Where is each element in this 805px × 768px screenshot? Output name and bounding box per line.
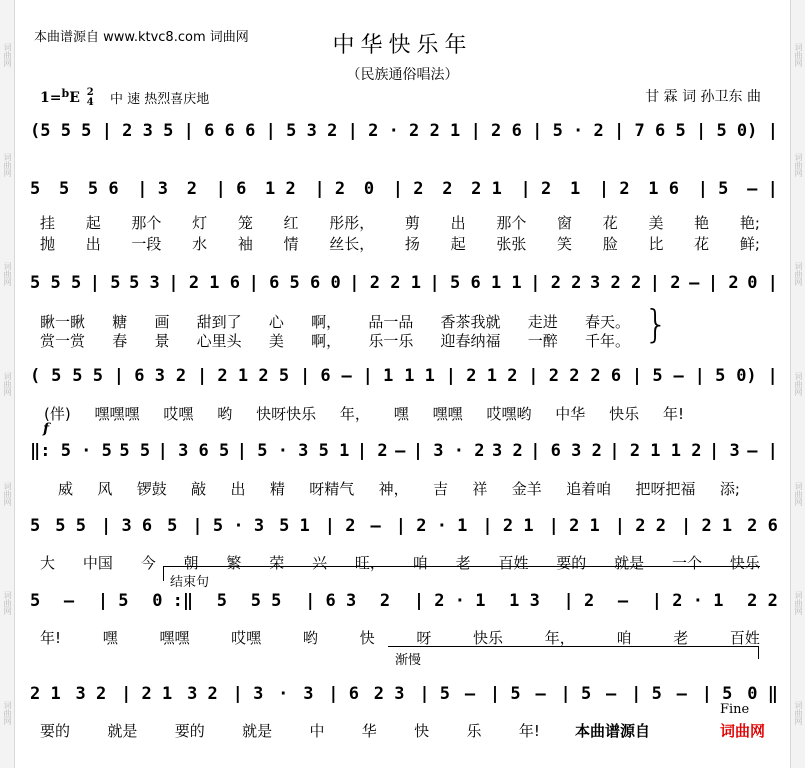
lyric-word: 抛 (40, 235, 56, 253)
note-group: — (673, 366, 684, 386)
lyric-word: 花 (602, 214, 618, 232)
lyric-word: 就是 (242, 722, 273, 740)
lyric-word: 嘿嘿嘿 (94, 405, 140, 423)
note-group: | 6 (215, 179, 247, 199)
note-group: 2 1 (471, 179, 502, 199)
lyric-word: 一段 (131, 235, 162, 253)
note-group: | 6 (328, 684, 359, 704)
note-group: 2 (442, 179, 453, 199)
lyric-word: 荣 (269, 554, 285, 572)
lyric-line-3b (40, 330, 630, 348)
lyric-word: 迎春纳福 (440, 332, 501, 350)
lyric-word: 追着咱 (566, 480, 612, 498)
note-group: — (63, 591, 75, 611)
lyric-word: 年! (518, 722, 540, 740)
lyric-word: 中 (309, 722, 325, 740)
lyric-word: 要的 (556, 554, 587, 572)
repeat-brace: } (644, 302, 669, 346)
note-group: — (676, 684, 687, 704)
note-group: 2 (327, 121, 338, 141)
lyric-word: 起 (450, 235, 466, 253)
lyric-word: 添; (719, 480, 740, 498)
note-group: 5 (167, 516, 178, 536)
lyric-word: 袖 (237, 235, 253, 253)
note-group: | 5 (97, 591, 129, 611)
note-group: | 5 (631, 684, 662, 704)
watermark-text: 词曲网 (794, 591, 803, 616)
note-group: | 6 3 (305, 591, 357, 611)
note-group: | 2 2 (530, 273, 582, 293)
lyric-word: 快乐 (473, 629, 504, 647)
note-group: | 5 (419, 684, 451, 704)
note-group: | 2 1 (121, 684, 173, 704)
note-group: 2 1 (30, 684, 61, 704)
note-group: | 2 2 (528, 366, 580, 386)
key-prefix: 1= (40, 90, 62, 106)
lyric-word: 年! (40, 629, 62, 647)
lyric-word: 品一品 (368, 313, 414, 331)
lyric-word: 快呀快乐 (256, 405, 317, 423)
lyric-word: 啊， (311, 332, 342, 350)
note-group: | 2 1 2 5 (196, 366, 290, 386)
lyric-word: 景 (154, 332, 170, 350)
note-group: 5 (216, 591, 228, 611)
notation-line-5 (30, 440, 778, 462)
lyric-word: 花 (694, 235, 710, 253)
note-group: — (617, 591, 629, 611)
watermark-text: 词曲网 (3, 481, 12, 506)
note-group: | 6 5 6 0 (248, 273, 341, 293)
lyric-word: 快乐 (609, 405, 640, 423)
lyric-word: 春 (112, 332, 128, 350)
note-group: 5 5 (72, 366, 103, 386)
note-group: | 5 3 (265, 121, 317, 141)
note-group: — | (747, 441, 778, 461)
note-group: | 3 6 5 (157, 441, 230, 461)
lyric-word: 嘿嘿 (432, 405, 463, 423)
note-group: 5 (30, 591, 41, 611)
watermark-text: 词曲网 (3, 262, 12, 287)
notation-line-4 (30, 365, 778, 387)
notation-line-3 (30, 272, 778, 294)
source-credit-top: 本曲谱源自 www.ktvc8.com 词曲网 (34, 30, 249, 45)
lyric-word: 呀 (416, 629, 432, 647)
note-group: | 5 · 3 (192, 516, 265, 536)
lyric-word: 年， (339, 405, 370, 423)
lyric-word: 出 (230, 480, 246, 498)
note-group: 1 (569, 179, 581, 199)
lyric-word: 糖 (112, 313, 128, 331)
note-group: 3 2 (75, 684, 107, 704)
note-group: 0 (363, 179, 375, 199)
lyric-word: 要的 (40, 722, 71, 740)
notation-line-2 (30, 178, 778, 200)
note-group: | 2 (356, 441, 388, 461)
note-group: | (767, 121, 778, 141)
lyric-line-3a (40, 311, 630, 329)
note-group: | 5 (631, 366, 663, 386)
note-group: — (689, 273, 700, 293)
source-credit-bottom: 本曲谱源自 (575, 722, 651, 740)
note-group: | 2 2 1 (349, 273, 421, 293)
note-group: | 2 2 (614, 516, 666, 536)
lyric-word: 呀精气 (309, 480, 355, 498)
note-group: | 2 · 1 (395, 516, 468, 536)
lyric-word: 把呀把福 (635, 480, 696, 498)
lyric-word: 扬 (404, 235, 420, 253)
lyric-word: 哎嘿 (163, 405, 194, 423)
note-group: 2 2 (747, 591, 778, 611)
note-group: 2 (379, 591, 391, 611)
note-group: | 2 · 2 (347, 121, 420, 141)
time-signature (87, 88, 94, 108)
note-group: 5 (58, 179, 70, 199)
note-group: | 3 (708, 441, 740, 461)
note-group: · (278, 684, 289, 704)
note-group: 0) (736, 366, 757, 386)
note-group: 3 2 (491, 441, 523, 461)
note-group: | 2 1 (548, 516, 600, 536)
note-group: | 6 3 (113, 366, 165, 386)
watermark-text: 词曲网 (3, 371, 12, 396)
note-group: | 2 3 5 (101, 121, 174, 141)
time-top: 2 (86, 87, 94, 98)
lyric-word: 哎嘿哟 (486, 405, 532, 423)
lyric-line-2a (40, 212, 760, 230)
ending-label: 结束句 (170, 575, 210, 590)
lyric-word: 红 (283, 214, 299, 232)
note-group: 6 6 (224, 121, 256, 141)
lyric-word: 吉 (433, 480, 449, 498)
lyric-word: 出 (450, 214, 466, 232)
lyric-word: 百姓 (498, 554, 529, 572)
time-bottom: 4 (86, 97, 94, 108)
lyric-word: 心里头 (196, 332, 242, 350)
lyric-word: 百姓 (729, 629, 760, 647)
ritardando-line (388, 646, 759, 659)
lyric-word: 窗 (557, 214, 573, 232)
lyric-word: 老 (455, 554, 471, 572)
note-group: 2 6 (747, 516, 778, 536)
note-group: | 5 (701, 684, 733, 704)
note-group: 2 (186, 179, 197, 199)
note-group: | 6 (183, 121, 215, 141)
lyric-word: 快 (414, 722, 430, 740)
left-watermark-strip (0, 0, 15, 768)
lyric-word: 笼 (237, 214, 253, 232)
lyric-word: 金羊 (511, 480, 542, 498)
lyric-word: 乐一乐 (368, 332, 414, 350)
lyric-word: 千年。 (584, 332, 630, 350)
note-group: 5 5 5 (30, 273, 82, 293)
lyric-word: 艳 (694, 214, 710, 232)
lyric-word: 瞅一瞅 (40, 313, 86, 331)
note-group: 5 (51, 366, 62, 386)
note-group: 2 (175, 366, 187, 386)
lyric-word: 那个 (131, 214, 162, 232)
note-group: | 3 (232, 684, 264, 704)
watermark-text: 词曲网 (794, 481, 803, 506)
lyric-word: 朝 (183, 554, 199, 572)
lyric-word: 春天。 (584, 313, 630, 331)
note-group: 1 1 (404, 366, 435, 386)
lyric-word: (伴) (44, 405, 71, 423)
watermark-text: 词曲网 (794, 371, 803, 396)
lyric-word: 啊， (311, 313, 342, 331)
lyric-word: 美 (648, 214, 664, 232)
note-group: 2 3 (373, 684, 405, 704)
lyric-word: 哟 (302, 629, 318, 647)
note-group: | 2 (470, 121, 502, 141)
lyric-word: 神， (378, 480, 409, 498)
note-group: 6 (511, 121, 522, 141)
note-group: 5 5 (250, 591, 282, 611)
lyric-word: 张张 (496, 235, 527, 253)
right-watermark-strip (790, 0, 805, 768)
note-group: | 5 6 1 1 (429, 273, 522, 293)
lyric-word: 咱 (616, 629, 632, 647)
note-group: 3 (303, 684, 314, 704)
note-group: — (341, 366, 352, 386)
lyric-word: 水 (192, 235, 208, 253)
watermark-text: 词曲网 (794, 42, 803, 67)
lyric-word: 乐 (466, 722, 482, 740)
lyric-word: 华 (361, 722, 377, 740)
note-group: | 2 (520, 179, 552, 199)
lyric-word: 风 (97, 480, 113, 498)
watermark-text: 词曲网 (3, 42, 12, 67)
lyric-word: 哎嘿 (231, 629, 262, 647)
note-group: | 2 1 6 (168, 273, 241, 293)
lyric-word: 锣鼓 (136, 480, 167, 498)
note-group: 5 5 (55, 516, 86, 536)
note-group: 1 3 (509, 591, 540, 611)
note-group: (5 5 5 (30, 121, 92, 141)
note-group: | 5 · 2 (532, 121, 604, 141)
ritardando-label: 渐慢 (395, 653, 422, 668)
note-group: | 2 (392, 179, 424, 199)
lyric-word: 就是 (107, 722, 138, 740)
lyric-word: 快 (359, 629, 375, 647)
notation-line-8 (30, 683, 778, 705)
lyric-word: 精 (269, 480, 285, 498)
note-group: | 5 · 3 5 1 (236, 441, 350, 461)
note-group: 5 5 (119, 441, 151, 461)
note-group: | 2 1 2 (445, 366, 518, 386)
lyric-word: 一个 (671, 554, 702, 572)
lyric-word: 脸 (602, 235, 618, 253)
ending-bracket (163, 566, 760, 581)
fine-marking: Fine (720, 702, 750, 717)
lyric-line-8 (40, 720, 540, 738)
lyric-word: 中华 (555, 405, 586, 423)
lyric-word: 香茶我就 (440, 313, 501, 331)
note-group: | 6 (299, 366, 331, 386)
lyric-word: 年， (544, 629, 575, 647)
note-group: 1 6 (648, 179, 679, 199)
lyric-word: 丝长， (329, 235, 375, 253)
lyric-word: 老 (673, 629, 689, 647)
lyric-word: 情 (283, 235, 299, 253)
note-group: ( (30, 366, 41, 386)
notation-line-1 (30, 120, 778, 142)
note-group: | 5 (489, 684, 521, 704)
note-group: 3 2 2 (590, 273, 642, 293)
note-group: | 5 (694, 366, 726, 386)
note-group: | 2 (324, 516, 356, 536)
watermark-text: 词曲网 (794, 262, 803, 287)
watermark-text: 词曲网 (794, 152, 803, 177)
note-group: — (464, 684, 476, 704)
note-group: | 3 · 2 (412, 441, 485, 461)
note-group: | 2 (649, 273, 681, 293)
lyric-word: 年! (662, 405, 684, 423)
lyric-word: 心 (268, 313, 284, 331)
lyric-word: 彤彤， (329, 214, 375, 232)
note-group: 0 | (747, 273, 778, 293)
note-group: 0 :‖ (152, 591, 194, 611)
lyric-word: 画 (154, 313, 170, 331)
lyric-word: 灯 (192, 214, 208, 232)
watermark-text: 词曲网 (3, 701, 12, 726)
lyric-word: 快乐 (729, 554, 760, 572)
note-group: | 3 (137, 179, 168, 199)
lyric-line-2b (40, 233, 760, 251)
note-group: 2 1 (429, 121, 461, 141)
lyric-word: 旺， (354, 554, 385, 572)
song-title: 中华快乐年 (332, 33, 473, 58)
note-group: 5 6 (87, 179, 119, 199)
note-group: 3 2 (187, 684, 218, 704)
lyric-word: 嘿 (102, 629, 118, 647)
lyric-word: 起 (85, 214, 101, 232)
lyric-word: 剪 (404, 214, 420, 232)
notation-line-6 (30, 515, 778, 537)
lyric-word: 嘿嘿 (159, 629, 190, 647)
note-group: | 1 (362, 366, 394, 386)
lyric-word: 美 (268, 332, 284, 350)
lyric-word: 比 (648, 235, 664, 253)
key-signature (40, 87, 94, 108)
note-group: | 2 1 (482, 516, 534, 536)
lyric-word: 出 (85, 235, 101, 253)
note-group: 0 ‖ (747, 684, 778, 704)
note-group: | 5 (560, 684, 592, 704)
note-group: | 7 6 5 (614, 121, 686, 141)
lyric-word: 笑 (557, 235, 573, 253)
site-name-bottom: 词曲网 (720, 722, 766, 740)
lyric-word: 兴 (312, 554, 328, 572)
lyric-word: 今 (140, 554, 156, 572)
dynamic-marking: f (43, 421, 50, 437)
lyric-word: 一醉 (527, 332, 558, 350)
watermark-text: 词曲网 (3, 591, 12, 616)
key-letter: E (69, 90, 80, 106)
lyric-line-7 (40, 627, 760, 645)
lyric-word: 威 (58, 480, 74, 498)
lyric-word: 祥 (472, 480, 488, 498)
tempo-marking: 中 速 热烈喜庆地 (110, 92, 210, 107)
note-group: | 2 1 (680, 516, 733, 536)
watermark-text: 词曲网 (794, 701, 803, 726)
song-subtitle: （民族通俗唱法） (346, 67, 459, 83)
note-group: | 5 0) (695, 121, 758, 141)
note-group: 5 (30, 179, 41, 199)
note-group: — (535, 684, 546, 704)
lyric-word: 就是 (614, 554, 645, 572)
lyric-line-4 (44, 403, 684, 421)
lyric-word: 赏一赏 (40, 332, 86, 350)
note-group: | 2 1 1 2 (609, 441, 702, 461)
note-group: | 2 (707, 273, 739, 293)
note-group: | 5 (89, 273, 121, 293)
note-group: — (370, 516, 381, 536)
note-group: ‖: 5 · 5 (30, 441, 112, 461)
note-group: | 2 (314, 179, 346, 199)
note-group: | 2 · 1 (651, 591, 724, 611)
note-group: 1 2 (265, 179, 296, 199)
note-group: — (395, 441, 406, 461)
lyric-word: 要的 (174, 722, 205, 740)
lyric-word: 繁 (226, 554, 242, 572)
lyric-word: 大 (40, 554, 56, 572)
lyric-word: 走进 (527, 313, 558, 331)
note-group: | 3 6 (100, 516, 153, 536)
lyric-word: 甜到了 (196, 313, 242, 331)
note-group: 5 (30, 516, 41, 536)
watermark-text: 词曲网 (3, 152, 12, 177)
note-group: | 2 · 1 (413, 591, 486, 611)
lyric-word: 挂 (40, 214, 56, 232)
lyric-word: 中国 (82, 554, 113, 572)
lyric-word: 敲 (191, 480, 207, 498)
note-group: 5 1 (279, 516, 310, 536)
composer-credits: 甘 霖 词 孙卫东 曲 (645, 89, 761, 105)
note-group: | 2 (598, 179, 630, 199)
lyric-word: 艳; (739, 214, 760, 232)
lyric-word: 那个 (496, 214, 527, 232)
notation-line-7 (30, 590, 778, 612)
note-group: 5 3 (129, 273, 160, 293)
lyric-word: 嘿 (393, 405, 409, 423)
note-group: — | (747, 179, 778, 199)
note-group: — (606, 684, 617, 704)
flat-sign: b (61, 87, 70, 100)
lyric-word: 咱 (412, 554, 428, 572)
note-group: 2 6 (590, 366, 622, 386)
note-group: | 2 (563, 591, 595, 611)
lyric-word: 哟 (217, 405, 233, 423)
lyric-word: 鲜; (739, 235, 760, 253)
note-group: | 5 (697, 179, 729, 199)
note-group: | 6 3 2 (530, 441, 602, 461)
note-group: | (767, 366, 778, 386)
lyric-line-5 (58, 478, 740, 496)
